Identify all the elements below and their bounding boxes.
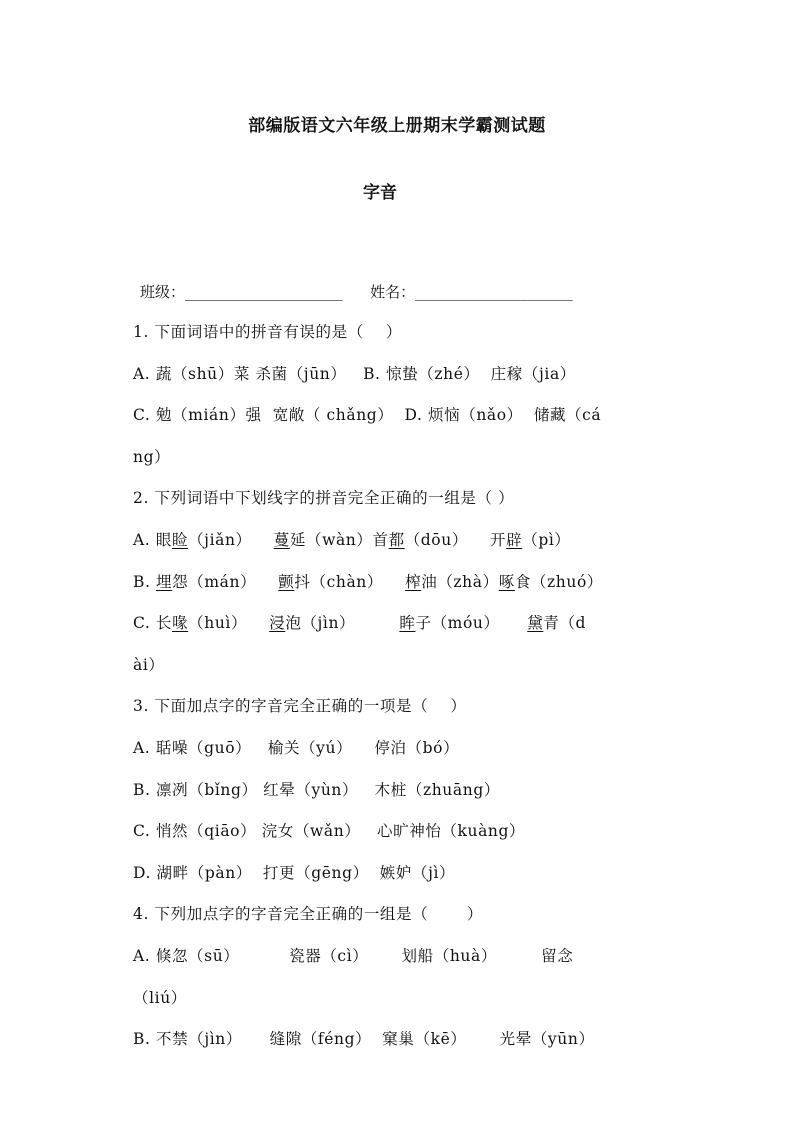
question-2-stem: 2. 下列词语中下划线字的拼音完全正确的一组是（ ） xyxy=(133,489,515,508)
q2c-text: 青（d xyxy=(543,614,587,633)
q2b-text: 抖（chàn） xyxy=(294,572,406,591)
q2-option-a xyxy=(133,529,673,571)
q2c-underlined-char-4: 黛 xyxy=(527,614,544,633)
q3-option-a: A. 聒噪（guō） 榆关（yú） 停泊（bó） xyxy=(133,738,460,757)
q3-option-c: C. 悄然（qiāo） 浣女（wǎn） 心旷神怡（kuàng） xyxy=(133,822,526,841)
question-1-stem: 1. 下面词语中的拼音有误的是（ ） xyxy=(133,323,403,341)
q4-option-a-continued: （liú） xyxy=(133,988,187,1007)
q2a-text: （dōu） 开 xyxy=(404,530,507,549)
q4-option-b: B. 不禁（jìn） 缝隙（féng） 窠巢（kē） 光晕（yūn） xyxy=(133,1030,595,1049)
page-subtitle: 字音 xyxy=(363,183,397,203)
question-3-stem: 3. 下面加点字的字音完全正确的一项是（ ） xyxy=(133,697,467,716)
q1-option-d: D. 烦恼（nǎo） 储藏（cá xyxy=(404,406,602,425)
q2a-underlined-char-1: 睑 xyxy=(171,530,189,549)
q2a-underlined-char-3: 都 xyxy=(388,530,405,549)
q3-option-b: B. 凛冽（bǐng） 红晕（yùn） 木桩（zhuāng） xyxy=(133,780,500,799)
q2b-underlined-char-3: 榨 xyxy=(405,572,422,591)
q2-option-b xyxy=(133,571,673,613)
q4-option-a: A. 倏忽（sū） 瓷器（cì） 划船（huà） 留念 xyxy=(133,946,574,965)
q2b-underlined-char-2: 颤 xyxy=(278,572,295,591)
question-4-stem: 4. 下列加点字的字音完全正确的一组是（ ） xyxy=(133,905,484,924)
student-info-row xyxy=(140,281,573,302)
q2a-text: （pì） xyxy=(522,530,571,549)
q2c-underlined-char-1: 喙 xyxy=(172,614,189,633)
q1-option-c: C. 勉（mián）强 宽敞（ chǎng） xyxy=(133,406,405,425)
q1-option-b: B. 惊蛰（zhé） 庄稼（jia） xyxy=(363,364,576,383)
q2a-text: （jiǎn） xyxy=(188,530,274,549)
q2c-text: C. 长 xyxy=(133,614,173,633)
q2b-underlined-char-4: 啄 xyxy=(498,572,515,591)
name-blank[interactable]: _____________________ xyxy=(415,283,573,301)
q2b-text: 油（zhà） xyxy=(421,572,499,591)
q2c-text: （huì） xyxy=(188,614,270,633)
q2b-text: 怨（mán） xyxy=(172,572,279,591)
name-label: 姓名： xyxy=(370,283,416,301)
q2a-text: A. 眼 xyxy=(133,530,172,549)
q2b-text: B. xyxy=(133,572,157,591)
q2-option-c xyxy=(133,612,673,654)
q2b-underlined-char-1: 埋 xyxy=(156,572,173,591)
q2c-text: 子（móu） xyxy=(415,614,528,633)
q1-option-d-continued: ng） xyxy=(133,447,171,466)
q2-option-c-continued: ài） xyxy=(133,655,165,674)
page-title: 部编版语文六年级上册期末学霸测试题 xyxy=(248,116,546,136)
class-blank[interactable]: _____________________ xyxy=(185,283,343,301)
q2a-underlined-char-4: 辟 xyxy=(506,530,523,549)
q2c-text: 泡（jìn） xyxy=(285,614,400,633)
q2c-underlined-char-2: 浸 xyxy=(269,614,286,633)
question-1-option-cd xyxy=(133,404,673,446)
class-label: 班级： xyxy=(140,283,186,301)
q2b-text: 食（zhuó） xyxy=(514,572,603,591)
q2a-text: 延（wàn）首 xyxy=(289,530,389,549)
q1-option-a: A. 蔬（shū）菜 杀菌（jūn） xyxy=(133,364,364,383)
question-list xyxy=(133,321,673,1070)
question-1-option-ab xyxy=(133,363,673,405)
q2a-underlined-char-2: 蔓 xyxy=(273,530,290,549)
q2c-underlined-char-3: 眸 xyxy=(399,614,416,633)
q3-option-d: D. 湖畔（pàn） 打更（gēng） 嫉妒（jì） xyxy=(133,863,456,882)
